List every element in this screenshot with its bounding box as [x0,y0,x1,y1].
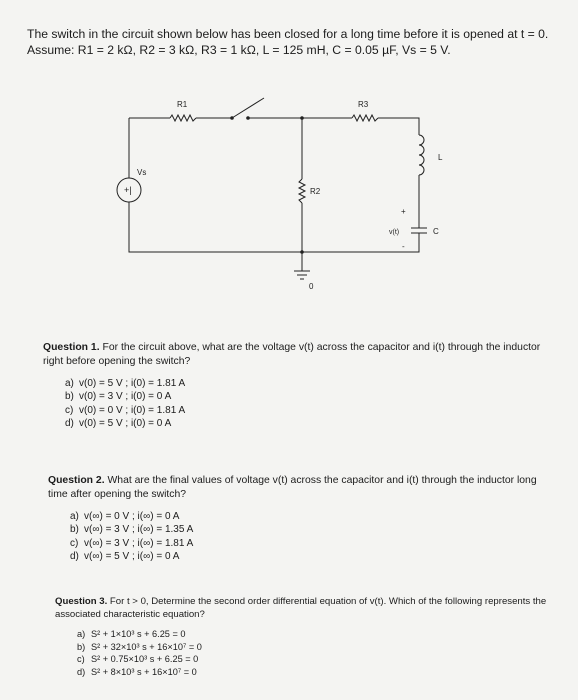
question-1-prompt [43,341,548,369]
question-1-text: For the circuit above, what are the voltage v(t) across the capacitor and i(t) through the inductor right before opening the switch? [43,342,541,367]
option-text: v(0) = 5 V ; i(0) = 1.81 A [79,378,186,389]
question-2 [48,474,548,563]
question-2-option-d[interactable] [70,550,548,563]
option-key: d) [70,550,79,562]
problem-statement [27,26,567,58]
label-vs: Vs [137,168,147,177]
option-key: c) [65,404,74,416]
switch-contact [246,116,250,120]
wire-top-right [378,118,419,135]
question-2-option-b[interactable] [70,523,548,536]
option-key: b) [65,391,74,403]
question-1 [43,341,548,430]
question-2-options [70,510,548,563]
question-1-option-a[interactable] [65,377,548,390]
option-key: d) [65,417,74,429]
option-key: a) [77,629,86,639]
label-r2: R2 [310,187,321,196]
option-text: S² + 1×10³ s + 6.25 = 0 [91,629,186,639]
option-text: v(0) = 3 V ; i(0) = 0 A [79,391,172,403]
ground-icon [294,271,310,279]
node-top [300,116,304,120]
option-key: a) [65,378,74,389]
option-text: S² + 8×10³ s + 16×10⁷ = 0 [91,666,197,677]
option-text: v(∞) = 5 V ; i(∞) = 0 A [84,550,180,562]
option-text: v(0) = 5 V ; i(0) = 0 A [79,417,172,429]
label-r3: R3 [358,100,369,109]
option-key: d) [77,666,86,677]
label-l: L [438,153,443,162]
label-ground: 0 [309,282,314,291]
question-2-text: What are the final values of voltage v(t) across the capacitor and i(t) through the inductor long time after opening the switch? [48,475,537,500]
question-2-option-a[interactable] [70,510,548,523]
option-key: b) [77,641,86,652]
problem-line-1: The switch in the circuit shown below has been closed for a long time before it is opened at t = 0. [27,27,549,41]
question-3-text: For t > 0, Determine the second order differential equation of v(t). Which of the following represents the associated characteristic equation? [55,596,547,620]
question-1-option-b[interactable] [65,390,548,403]
source-plus-minus: +| [124,185,132,195]
question-2-option-c[interactable] [70,537,548,550]
label-plus: + [401,207,406,216]
option-key: b) [70,524,79,536]
option-text: S² + 32×10³ s + 16×10⁷ = 0 [91,641,202,652]
option-key: c) [77,654,85,665]
option-key: a) [70,511,79,522]
label-minus: - [402,242,405,251]
question-1-options [65,377,548,430]
option-key: c) [70,537,79,549]
switch-pivot [230,116,234,120]
question-1-number: Question 1. [43,342,100,353]
label-r1: R1 [177,100,188,109]
resistor-r1 [170,115,196,121]
option-text: v(∞) = 0 V ; i(∞) = 0 A [84,511,180,522]
label-c: C [433,227,439,236]
node-bottom [300,250,304,254]
question-3-option-d[interactable] [77,666,555,679]
question-1-option-c[interactable] [65,404,548,417]
question-2-prompt [48,474,548,502]
circuit-diagram [100,88,470,308]
question-3 [55,595,555,678]
switch-blade [232,98,264,118]
question-3-prompt [55,595,555,621]
question-3-number: Question 3. [55,596,108,607]
resistor-r3 [352,115,378,121]
option-text: v(∞) = 3 V ; i(∞) = 1.35 A [84,524,194,536]
question-3-option-c[interactable] [77,653,555,666]
option-text: v(0) = 0 V ; i(0) = 1.81 A [79,404,186,416]
question-1-option-d[interactable] [65,417,548,430]
question-3-options [77,628,555,678]
question-3-option-a[interactable] [77,628,555,641]
label-vt: v(t) [389,229,400,236]
problem-line-2: Assume: R1 = 2 kΩ, R2 = 3 kΩ, R3 = 1 kΩ, L = 125 mH, C = 0.05 µF, Vs = 5 V. [27,43,451,57]
question-3-option-b[interactable] [77,641,555,654]
option-text: S² + 0.75×10³ s + 6.25 = 0 [91,654,199,665]
question-2-number: Question 2. [48,475,105,486]
resistor-r2 [299,179,305,203]
inductor-l [419,135,424,175]
capacitor-c [411,228,427,233]
wire-bottom-left [129,202,296,252]
option-text: v(∞) = 3 V ; i(∞) = 1.81 A [84,537,194,549]
